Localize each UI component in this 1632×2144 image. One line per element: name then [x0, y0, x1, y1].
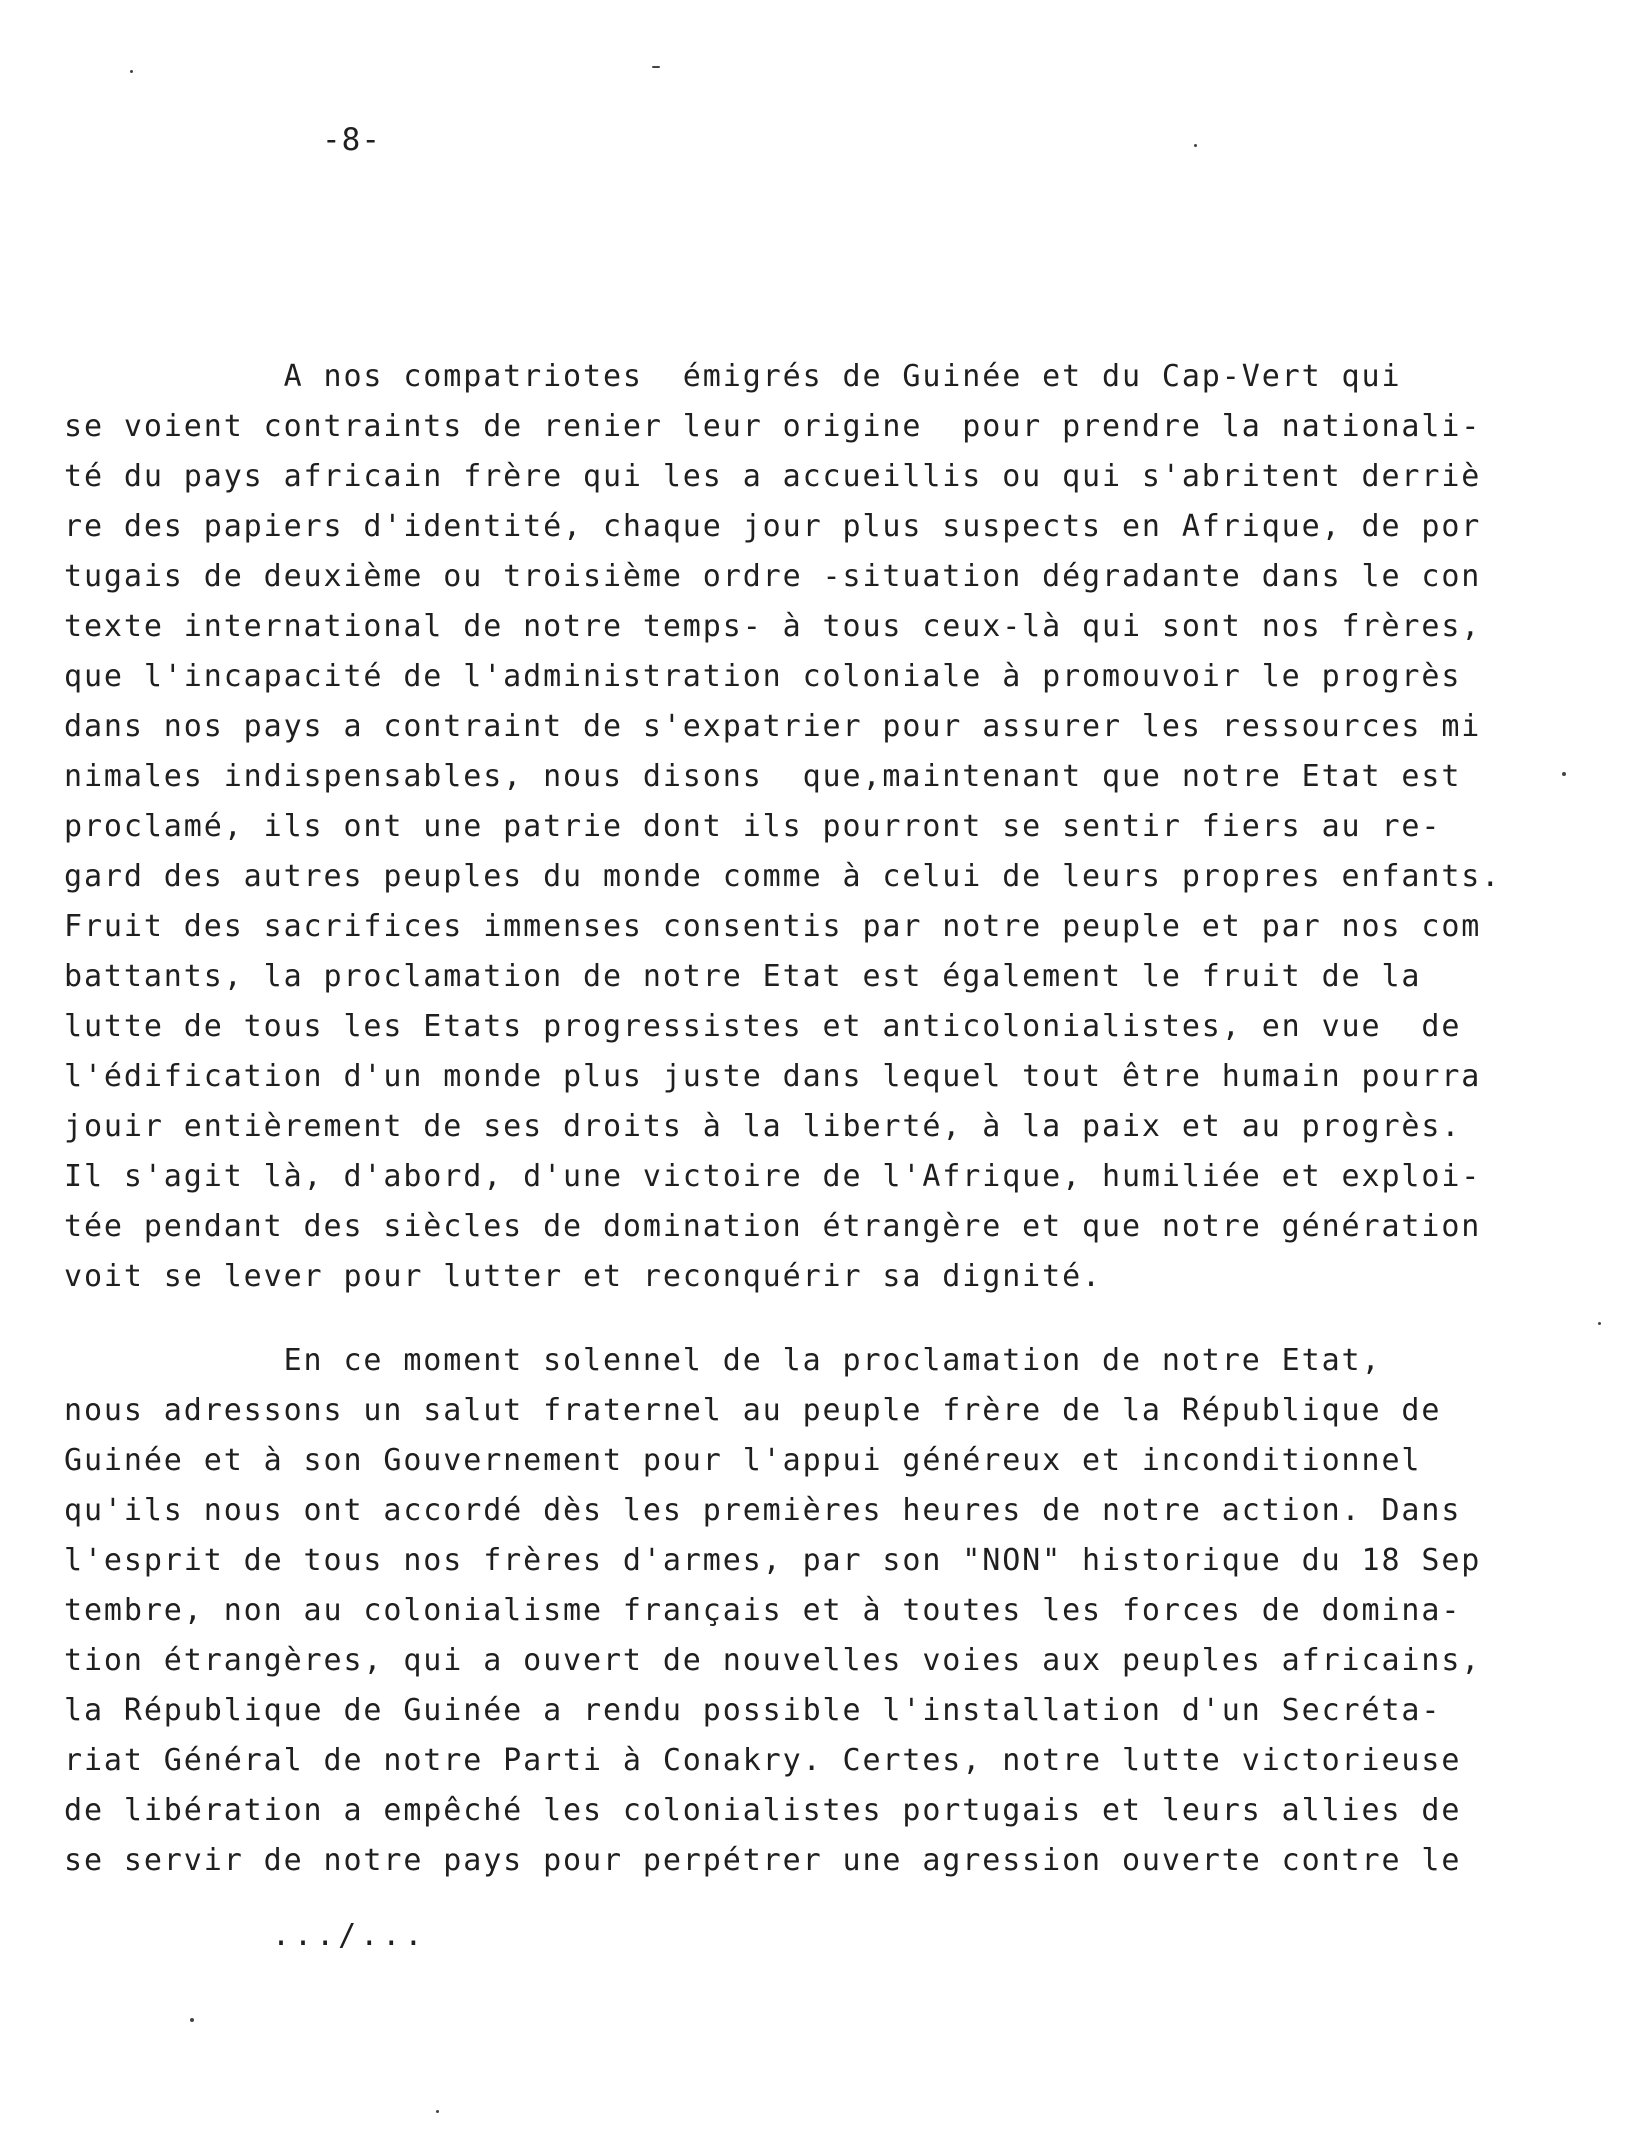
scan-speck	[130, 70, 133, 73]
text-line: riat Général de notre Parti à Conakry. Certes, notre lutte victorieuse	[64, 1743, 1462, 1778]
text-line: Fruit des sacrifices immenses consentis par notre peuple et par nos com	[64, 909, 1482, 944]
text-line: lutte de tous les Etats progressistes et anticolonialistes, en vue de	[64, 1009, 1462, 1044]
scan-speck	[652, 66, 660, 68]
paragraph-guinee	[64, 1336, 1484, 1886]
text-line: la République de Guinée a rendu possible l'installation d'un Secréta-	[64, 1693, 1442, 1728]
text-line: tugais de deuxième ou troisième ordre -situation dégradante dans le con	[64, 559, 1482, 594]
text-line: re des papiers d'identité, chaque jour plus suspects en Afrique, de por	[64, 509, 1482, 544]
text-line: nous adressons un salut fraternel au peuple frère de la République de	[64, 1393, 1442, 1428]
scan-speck	[190, 2018, 194, 2022]
text-line: battants, la proclamation de notre Etat est également le fruit de la	[64, 959, 1422, 994]
text-line: proclamé, ils ont une patrie dont ils pourront se sentir fiers au re-	[64, 809, 1442, 844]
text-line: qu'ils nous ont accordé dès les premières heures de notre action. Dans	[64, 1493, 1462, 1528]
text-line: l'esprit de tous nos frères d'armes, par son "NON" historique du 18 Sep	[64, 1543, 1482, 1578]
text-line: Guinée et à son Gouvernement pour l'appui généreux et inconditionnel	[64, 1443, 1422, 1478]
text-line: gard des autres peuples du monde comme à celui de leurs propres enfants.	[64, 859, 1502, 894]
continuation-marker: .../...	[272, 1918, 427, 1953]
text-line: tion étrangères, qui a ouvert de nouvelles voies aux peuples africains,	[64, 1643, 1482, 1678]
page-number: -8-	[322, 122, 381, 158]
text-line: nimales indispensables, nous disons que,maintenant que notre Etat est	[64, 759, 1462, 794]
text-line: A nos compatriotes émigrés de Guinée et du Cap-Vert qui	[64, 359, 1402, 394]
text-line: jouir entièrement de ses droits à la liberté, à la paix et au progrès.	[64, 1109, 1462, 1144]
text-line: texte international de notre temps- à tous ceux-là qui sont nos frères,	[64, 609, 1482, 644]
scan-speck	[436, 2110, 439, 2113]
text-line: Il s'agit là, d'abord, d'une victoire de l'Afrique, humiliée et exploi-	[64, 1159, 1482, 1194]
text-line: l'édification d'un monde plus juste dans lequel tout être humain pourra	[64, 1059, 1482, 1094]
paragraph-emigres	[64, 352, 1502, 1302]
scan-speck	[1194, 144, 1197, 147]
text-line: tée pendant des siècles de domination étrangère et que notre génération	[64, 1209, 1482, 1244]
text-line: se voient contraints de renier leur origine pour prendre la nationali-	[64, 409, 1482, 444]
text-line: dans nos pays a contraint de s'expatrier pour assurer les ressources mi	[64, 709, 1482, 744]
text-line: de libération a empêché les colonialistes portugais et leurs allies de	[64, 1793, 1462, 1828]
text-line: voit se lever pour lutter et reconquérir sa dignité.	[64, 1259, 1102, 1294]
text-line: té du pays africain frère qui les a accueillis ou qui s'abritent derriè	[64, 459, 1482, 494]
scan-speck	[1562, 772, 1566, 776]
scan-speck	[1598, 1322, 1601, 1325]
text-line: que l'incapacité de l'administration coloniale à promouvoir le progrès	[64, 659, 1462, 694]
text-line: tembre, non au colonialisme français et à toutes les forces de domina-	[64, 1593, 1462, 1628]
text-line: se servir de notre pays pour perpétrer une agression ouverte contre le	[64, 1843, 1462, 1878]
text-line: En ce moment solennel de la proclamation de notre Etat,	[64, 1343, 1382, 1378]
